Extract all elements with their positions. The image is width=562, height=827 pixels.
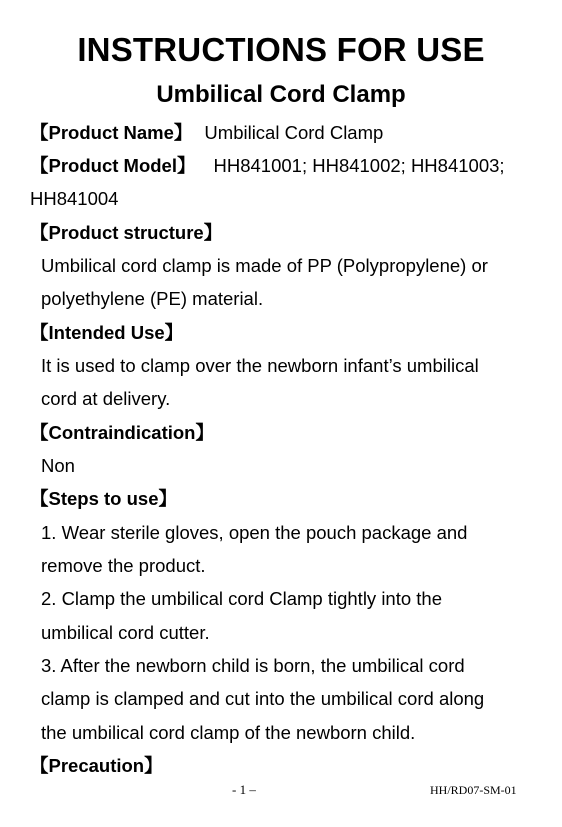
document-subtitle: Umbilical Cord Clamp xyxy=(156,81,406,108)
steps-line: 3. After the newborn child is born, the umbilical cord xyxy=(41,655,465,676)
contraindication-heading: 【Contraindication】 xyxy=(30,422,214,443)
contraindication-line1: Non xyxy=(41,455,75,476)
intended-use-line1: It is used to clamp over the newborn infant’s umbilical xyxy=(41,355,479,376)
steps-heading: 【Steps to use】 xyxy=(30,488,177,509)
product-structure-line2: polyethylene (PE) material. xyxy=(41,288,264,309)
steps-line: clamp is clamped and cut into the umbilical cord along xyxy=(41,688,485,709)
product-model-value-line2: HH841004 xyxy=(30,188,119,209)
product-structure-heading: 【Product structure】 xyxy=(30,222,223,243)
product-model-heading: 【Product Model】 xyxy=(30,155,196,176)
intended-use-heading: 【Intended Use】 xyxy=(30,322,184,343)
product-name-value: Umbilical Cord Clamp xyxy=(204,122,384,143)
product-name-row xyxy=(30,121,383,145)
steps-line: 1. Wear sterile gloves, open the pouch package and xyxy=(41,522,468,543)
steps-line: the umbilical cord clamp of the newborn child. xyxy=(41,722,416,743)
steps-line: 2. Clamp the umbilical cord Clamp tightly into the xyxy=(41,588,443,609)
product-structure-line1: Umbilical cord clamp is made of PP (Polypropylene) or xyxy=(41,255,488,276)
product-model-row xyxy=(30,154,505,178)
product-model-value-line1: HH841001; HH841002; HH841003; xyxy=(213,155,505,176)
precaution-heading: 【Precaution】 xyxy=(30,755,163,776)
page-number: - 1 – xyxy=(232,782,256,797)
document-code: HH/RD07-SM-01 xyxy=(430,783,517,797)
steps-line: umbilical cord cutter. xyxy=(41,622,210,643)
intended-use-line2: cord at delivery. xyxy=(41,388,171,409)
steps-line: remove the product. xyxy=(41,555,206,576)
document-title: INSTRUCTIONS FOR USE xyxy=(77,31,485,68)
product-name-heading: 【Product Name】 xyxy=(30,122,193,143)
